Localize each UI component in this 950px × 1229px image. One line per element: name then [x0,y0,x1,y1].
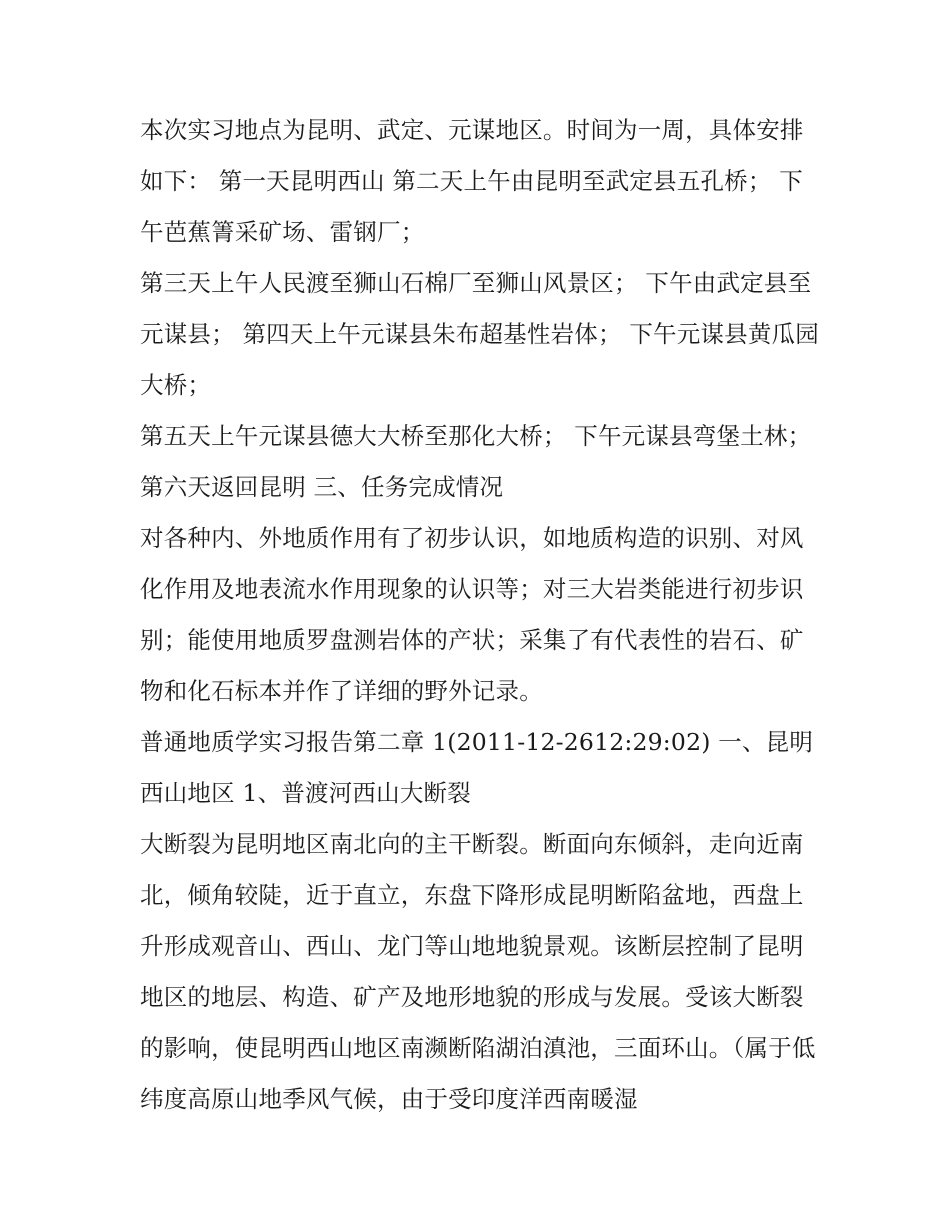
paragraph-task-completion: 对各种内、外地质作用有了初步认识，如地质构造的识别、对风化作用及地表流水作用现象的认识等；对三大岩类能进行初步识别；能使用地质罗盘测岩体的产状；采集了有代表性的岩石、矿物和化石标本并作了详细的野外记录。 [140,524,804,705]
paragraph-chapter-heading: 普通地质学实习报告第二章 1(2011-12-2612:29:02) 一、昆明西山地区 1、普渡河西山大断裂 [140,728,814,807]
document-body [140,105,820,1125]
paragraph-itinerary-day5-6: 第五天上午元谋县德大大桥至那化大桥； 下午元谋县弯堡土林； 第六天返回昆明 三、任务完成情况 [140,422,812,501]
paragraph-fault-description: 大断裂为昆明地区南北向的主干断裂。断面向东倾斜，走向近南北，倾角较陡，近于直立，东盘下降形成昆明断陷盆地，西盘上升形成观音山、西山、龙门等山地地貌景观。该断层控制了昆明地区的地层、构造、矿产及地形地貌的形成与发展。受该大断裂的影响，使昆明西山地区南濒断陷湖泊滇池，三面环山。（属于低纬度高原山地季风气候，由于受印度洋西南暖湿 [140,830,816,1113]
paragraph-itinerary-day3-4: 第三天上午人民渡至狮山石棉厂至狮山风景区； 下午由武定县至元谋县； 第四天上午元谋县朱布超基性岩体； 下午元谋县黄瓜园大桥； [140,269,819,399]
paragraph-itinerary-intro: 本次实习地点为昆明、武定、元谋地区。时间为一周，具体安排如下： 第一天昆明西山 第二天上午由昆明至武定县五孔桥； 下午芭蕉箐采矿场、雷钢厂； [140,116,804,246]
